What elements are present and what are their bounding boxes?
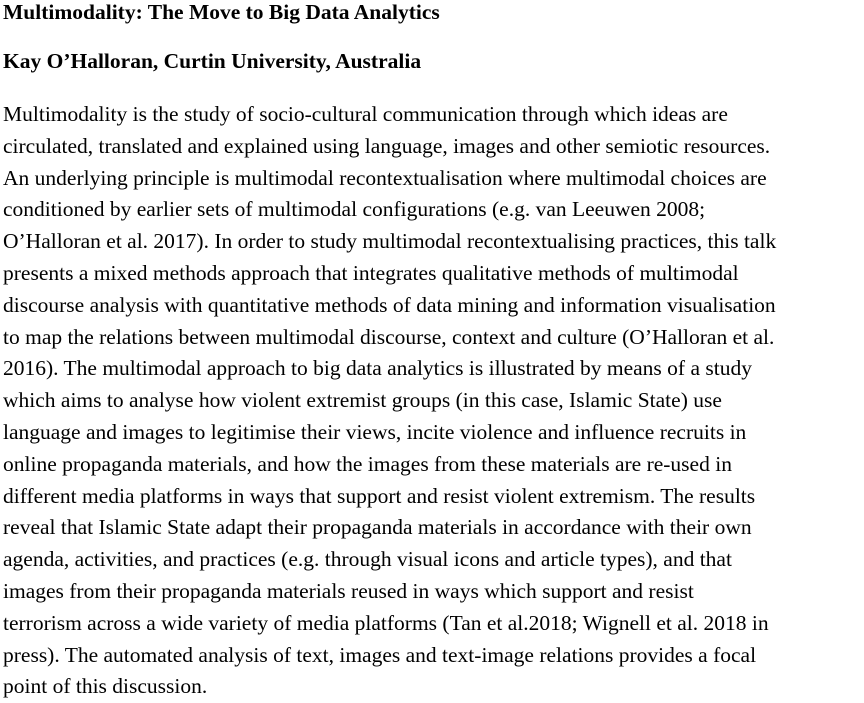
abstract-line: agenda, activities, and practices (e.g. through visual icons and article types), and that xyxy=(3,547,732,572)
author-line: Kay O’Halloran, Curtin University, Australia xyxy=(3,49,422,73)
abstract-line: conditioned by earlier sets of multimodal configurations (e.g. van Leeuwen 2008; xyxy=(3,197,706,222)
document-title: Multimodality: The Move to Big Data Analytics xyxy=(3,0,440,24)
abstract-line: to map the relations between multimodal discourse, context and culture (O’Halloran et al. xyxy=(3,324,775,349)
abstract-line: reveal that Islamic State adapt their propaganda materials in accordance with their own xyxy=(3,515,752,540)
abstract-line: discourse analysis with quantitative methods of data mining and information visualisation xyxy=(3,292,776,317)
abstract-line: images from their propaganda materials reused in ways which support and resist xyxy=(3,578,694,603)
abstract-line: different media platforms in ways that support and resist violent extremism. The results xyxy=(3,483,756,508)
abstract-line: press). The automated analysis of text, images and text-image relations provides a focal xyxy=(3,642,757,667)
abstract-line: which aims to analyse how violent extremist groups (in this case, Islamic State) use xyxy=(3,388,722,413)
abstract-paragraph xyxy=(3,99,863,703)
abstract-line: circulated, translated and explained using language, images and other semiotic resources. xyxy=(3,133,771,158)
abstract-line: 2016). The multimodal approach to big data analytics is illustrated by means of a study xyxy=(3,356,752,381)
abstract-line: Multimodality is the study of socio-cultural communication through which ideas are xyxy=(3,102,728,126)
abstract-line: O’Halloran et al. 2017). In order to study multimodal recontextualising practices, this talk xyxy=(3,229,777,254)
abstract-line: language and images to legitimise their views, incite violence and influence recruits in xyxy=(3,419,747,444)
abstract-line: An underlying principle is multimodal recontextualisation where multimodal choices are xyxy=(3,165,767,190)
abstract-line: point of this discussion. xyxy=(3,674,208,699)
abstract-line: presents a mixed methods approach that integrates qualitative methods of multimodal xyxy=(3,260,739,285)
document-page xyxy=(3,0,863,703)
abstract-line: online propaganda materials, and how the images from these materials are re-used in xyxy=(3,451,732,476)
abstract-line: terrorism across a wide variety of media platforms (Tan et al.2018; Wignell et al. 2018 in xyxy=(3,610,769,635)
